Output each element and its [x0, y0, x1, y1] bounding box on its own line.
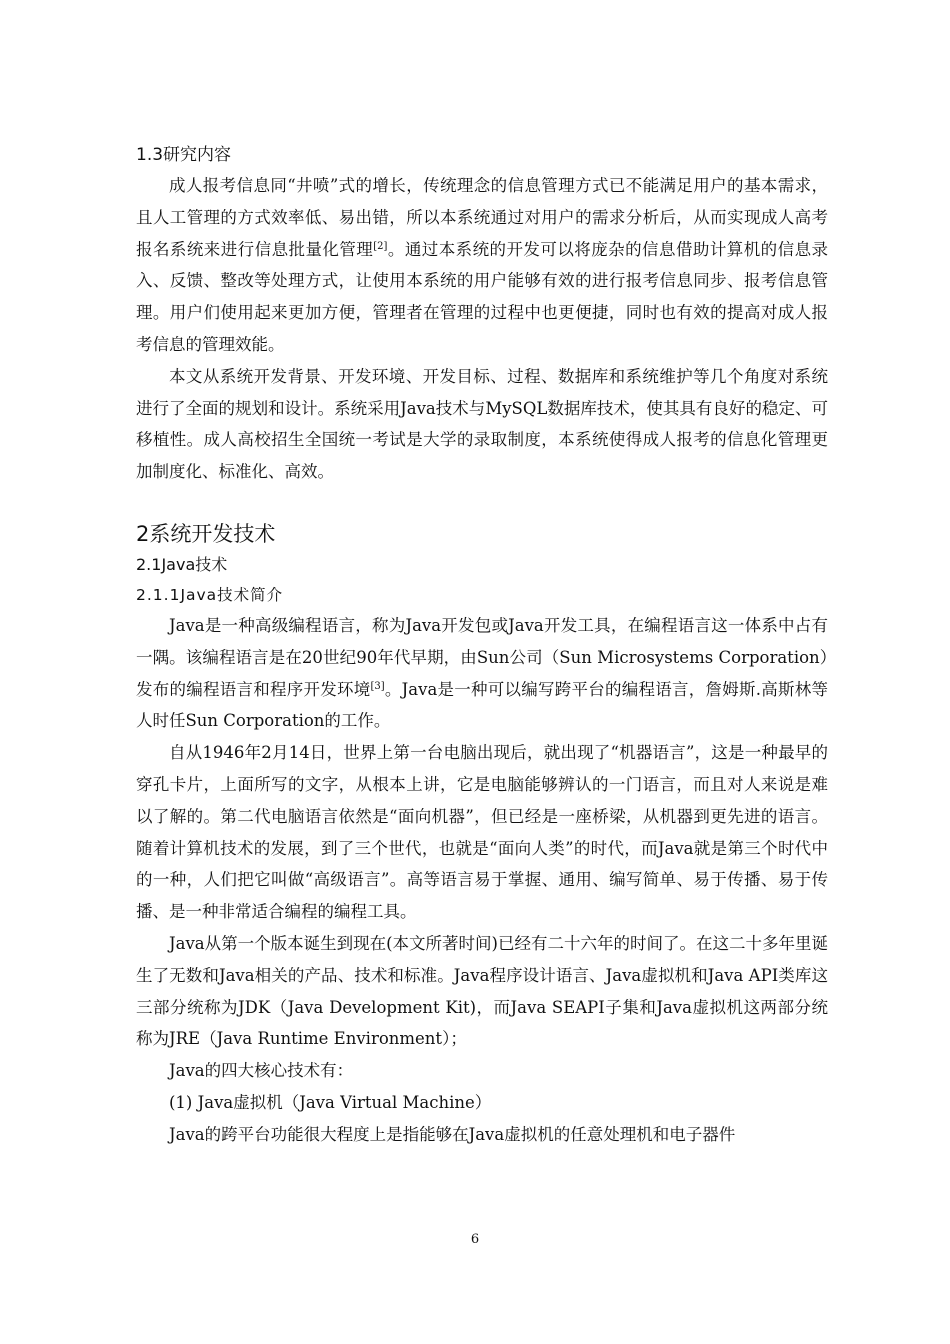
section-heading-1-3: 1.3研究内容: [136, 145, 232, 165]
section-heading-2-1: 2.1Java技术: [136, 554, 228, 574]
citation-ref: [3]: [370, 680, 385, 692]
paragraph: 本文从系统开发背景、开发环境、开发目标、过程、数据库和系统维护等几个角度对系统进行了全面的规划和设计。系统采用Java技术与MySQL数据库技术，使其具有良好的稳定、可移植性。成人高校招生全国统一考试是大学的录取制度，本系统使得成人报考的信息化管理更加制度化、标准化、高效。: [136, 366, 828, 482]
paragraph-text: 。Java是一种可以编写跨平台的编程语言，詹姆斯.高斯林等人时任Sun Corporation的工作。: [136, 679, 829, 731]
chapter-heading-2: 2系统开发技术: [136, 521, 276, 546]
paragraph: [136, 610, 828, 737]
paragraph: Java的跨平台功能很大程度上是指能够在Java虚拟机的任意处理机和电子器件: [169, 1124, 736, 1144]
citation-ref: [2]: [373, 240, 388, 252]
paragraph: [136, 170, 828, 361]
page-number: 6: [470, 1232, 480, 1247]
paragraph: Java从第一个版本诞生到现在(本文所著时间)已经有二十六年的时间了。在这二十多年里诞生了无数和Java相关的产品、技术和标准。Java程序设计语言、Java虚拟机和Java API类库这三部分统称为JDK（Java Development Kit)，而Java SEAPI子集和Java虚拟机这两部分统称为JRE（Java Runtime Environment）；: [136, 933, 828, 1049]
paragraph: 自从1946年2月14日，世界上第一台电脑出现后，就出现了“机器语言”，这是一种最早的穿孔卡片，上面所写的文字，从根本上讲，它是电脑能够辨认的一门语言，而且对人来说是难以了解的。第二代电脑语言依然是“面向机器”，但已经是一座桥梁，从机器到更先进的语言。随着计算机技术的发展，到了三个世代，也就是“面向人类”的时代，而Java就是第三个时代中的一种，人们把它叫做“高级语言”。高等语言易于掌握、通用、编写简单、易于传播、易于传播、是一种非常适合编程的编程工具。: [136, 743, 828, 922]
subsection-heading-2-1-1: 2.1.1Java技术简介: [136, 585, 284, 604]
paragraph-text: 。通过本系统的开发可以将庞杂的信息借助计算机的信息录入、反馈、整改等处理方式，让使用本系统的用户能够有效的进行报考信息同步、报考信息管理。用户们使用起来更加方便，管理者在管理的过程中也更便捷，同时也有效的提高对成人报考信息的管理效能。: [136, 239, 829, 354]
page-body: [136, 140, 828, 1151]
paragraph: Java的四大核心技术有：: [169, 1061, 354, 1081]
paragraph-text: Java是一种高级编程语言，称为Java开发包或Java开发工具，在编程语言这一体系中占有一隅。该编程语言是在20世纪90年代早期，由Sun公司（Sun Microsystems Corporation）发布的编程语言和程序开发环境: [136, 615, 828, 699]
list-item: (1) Java虚拟机（Java Virtual Machine）: [169, 1092, 492, 1112]
paragraph-text: 成人报考信息同“井喷”式的增长，传统理念的信息管理方式已不能满足用户的基本需求，且人工管理的方式效率低、易出错，所以本系统通过对用户的需求分析后，从而实现成人高考报名系统来进行信息批量化管理: [136, 176, 828, 259]
